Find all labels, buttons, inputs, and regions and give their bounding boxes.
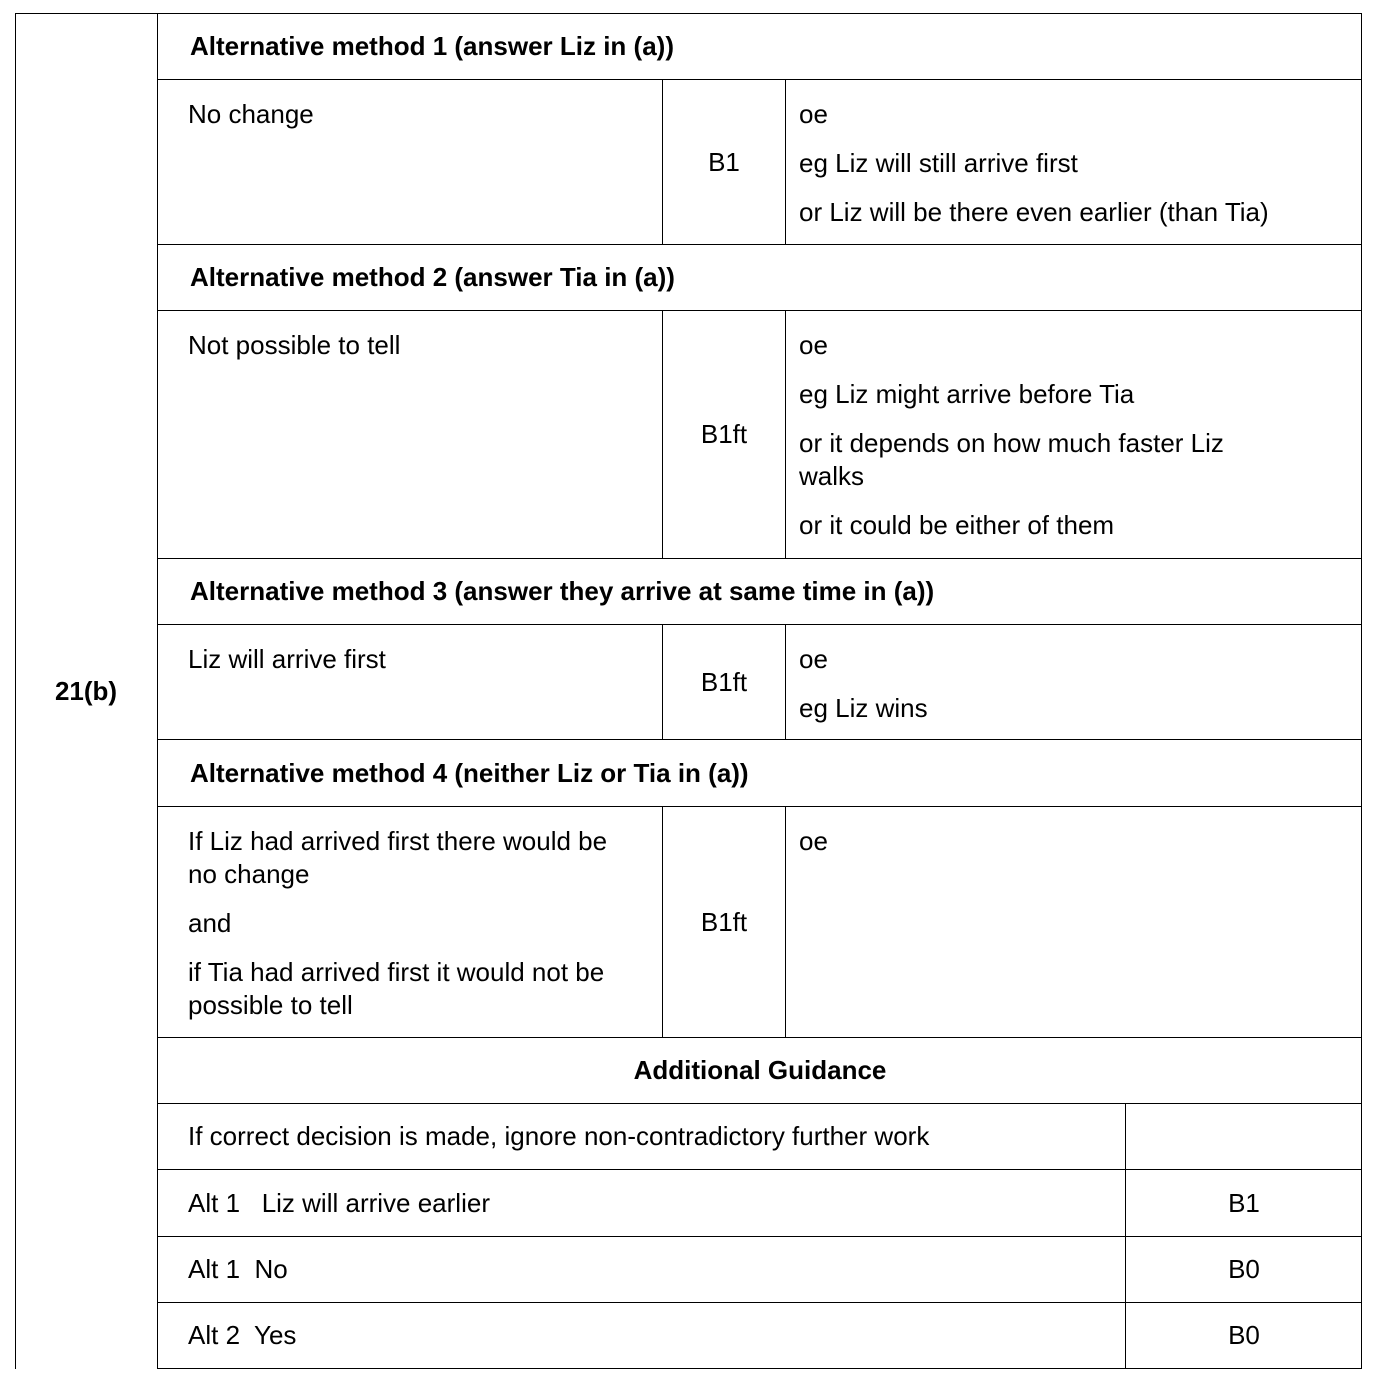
method-row	[158, 625, 1362, 740]
comment-cell	[786, 625, 1362, 739]
guidance-row	[158, 1170, 1362, 1237]
guidance-title: Additional Guidance	[158, 1038, 1362, 1104]
method-header: Alternative method 2 (answer Tia in (a))	[158, 245, 1362, 311]
answer-cell	[158, 80, 663, 244]
comment-line: oe	[799, 330, 828, 360]
guidance-row	[158, 1237, 1362, 1303]
mark-cell: B1ft	[663, 311, 786, 558]
answer-line: and	[188, 908, 232, 938]
answer-line: if Tia had arrived first it would not be possible to tell	[188, 957, 605, 1020]
question-number: 21(b)	[15, 13, 158, 1369]
mark-cell: B1	[663, 80, 786, 244]
method-header: Alternative method 1 (answer Liz in (a))	[158, 13, 1362, 80]
comment-cell	[786, 80, 1362, 244]
comment-line: eg Liz will still arrive first	[799, 148, 1078, 178]
guidance-mark	[1126, 1104, 1362, 1169]
guidance-mark: B0	[1228, 1254, 1260, 1284]
guidance-mark: B0	[1228, 1320, 1260, 1350]
comment-cell	[786, 311, 1362, 558]
mark-cell: B1ft	[663, 625, 786, 739]
guidance-text: Alt 2 Yes	[158, 1303, 1126, 1368]
method-row	[158, 80, 1362, 245]
method-row	[158, 807, 1362, 1038]
answer-line: Not possible to tell	[188, 330, 401, 360]
guidance-row	[158, 1303, 1362, 1369]
mark-cell: B1ft	[663, 807, 786, 1037]
answer-cell	[158, 625, 663, 739]
answer-line: Liz will arrive first	[188, 644, 386, 674]
method-header: Alternative method 4 (neither Liz or Tia in (a))	[158, 740, 1362, 807]
guidance-row	[158, 1104, 1362, 1170]
answer-cell	[158, 807, 663, 1037]
comment-line: oe	[799, 644, 828, 674]
answer-line: No change	[188, 99, 314, 129]
comment-line: or it depends on how much faster Liz walks	[799, 428, 1224, 491]
comment-line: eg Liz might arrive before Tia	[799, 379, 1135, 409]
comment-line: oe	[799, 826, 828, 856]
comment-line: or it could be either of them	[799, 510, 1115, 540]
guidance-text: If correct decision is made, ignore non-contradictory further work	[158, 1104, 1126, 1169]
comment-line: eg Liz wins	[799, 693, 928, 723]
answer-cell	[158, 311, 663, 558]
guidance-text: Alt 1 Liz will arrive earlier	[158, 1170, 1126, 1236]
comment-line: oe	[799, 99, 828, 129]
comment-cell	[786, 807, 1362, 1037]
guidance-text: Alt 1 No	[158, 1237, 1126, 1302]
method-row	[158, 311, 1362, 559]
comment-line: or Liz will be there even earlier (than Tia)	[799, 197, 1269, 227]
guidance-mark: B1	[1228, 1187, 1260, 1218]
method-header: Alternative method 3 (answer they arrive at same time in (a))	[158, 559, 1362, 625]
answer-line: If Liz had arrived first there would be no change	[188, 826, 608, 889]
